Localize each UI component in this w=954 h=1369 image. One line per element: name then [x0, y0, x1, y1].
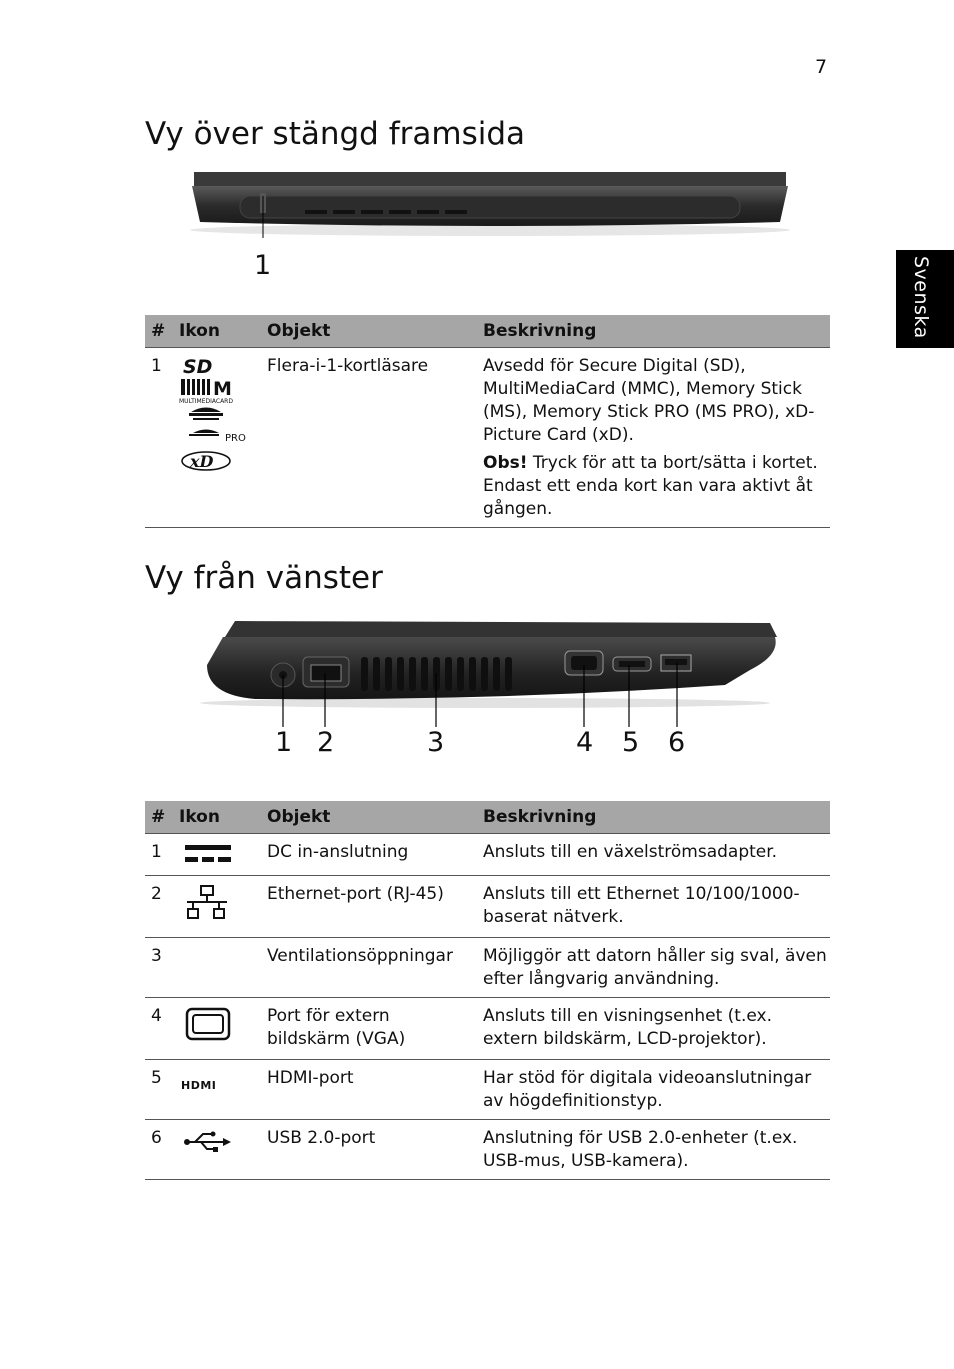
card-reader-description: Avsedd för Secure Digital (SD), MultiMediaCard (MMC), Memory Stick (MS), Memory Stick PRO (MS PRO), xD-Picture Card (xD). — [483, 356, 815, 445]
table-row: 1 SD M MULTIMEDIACARD PRO xD Flera-i-1-kortläsare Avsedd för Secure Digital (SD), MultiMediaCard (MMC), Memory Stick (MS), Memory Stick PRO (MS PRO), xD-Picture Card (xD). Obs! Tryck för att ta bort/sätta i kortet. Endast ett enda kort kan vara aktivt åt gången. — [145, 348, 830, 528]
callout-left-1: 1 — [275, 727, 293, 758]
table-header: # Ikon Objekt Beskrivning — [145, 315, 830, 348]
laptop-left-image — [195, 615, 795, 730]
svg-text:MULTIMEDIACARD: MULTIMEDIACARD — [179, 398, 233, 405]
table-row: 1 DC in-anslutning Ansluts till en växelströmsadapter. — [145, 834, 830, 876]
callout-left-2: 2 — [317, 727, 335, 758]
svg-text:HDMI: HDMI — [181, 1079, 217, 1092]
card-reader-logos-icon — [179, 355, 249, 473]
usb-icon — [179, 1127, 239, 1157]
laptop-front-image — [180, 166, 800, 238]
left-spec-table — [145, 801, 830, 1180]
svg-text:SD: SD — [183, 356, 213, 378]
table-row: 5 HDMI HDMI-port Har stöd för digitala videoanslutningar av högdefinitionstyp. — [145, 1060, 830, 1120]
language-tab: Svenska — [896, 250, 954, 348]
card-reader-note: Obs! Tryck för att ta bort/sätta i kortet. Endast ett enda kort kan vara aktivt åt gången. — [483, 453, 818, 519]
svg-text:M: M — [213, 378, 232, 400]
svg-text:PRO: PRO — [225, 433, 246, 444]
callout-left-6: 6 — [668, 727, 686, 758]
ethernet-icon — [179, 883, 239, 923]
table-row: 4 Port för extern bildskärm (VGA) Ansluts till en visningsenhet (t.ex. extern bildskärm, LCD-projektor). — [145, 998, 830, 1060]
front-spec-table — [145, 315, 830, 528]
table-row: 2 Ethernet-port (RJ-45) Ansluts till ett Ethernet 10/100/1000-baserat nätverk. — [145, 876, 830, 938]
svg-text:xD: xD — [190, 452, 214, 471]
callout-left-5: 5 — [622, 727, 640, 758]
table-row: 6 USB 2.0-port Anslutning för USB 2.0-enheter (t.ex. USB-mus, USB-kamera). — [145, 1120, 830, 1180]
vga-icon — [179, 1005, 239, 1043]
page-number: 7 — [815, 56, 828, 78]
section-title-front: Vy över stängd framsida — [145, 116, 526, 152]
table-header: # Ikon Objekt Beskrivning — [145, 801, 830, 834]
dc-in-icon — [179, 841, 239, 869]
callout-left-3: 3 — [427, 727, 445, 758]
table-row: 3 Ventilationsöppningar Möjliggör att datorn håller sig sval, även efter långvarig användning. — [145, 938, 830, 998]
hdmi-icon — [179, 1067, 239, 1097]
callout-left-4: 4 — [576, 727, 594, 758]
callout-front-1: 1 — [254, 250, 272, 281]
section-title-left: Vy från vänster — [145, 560, 383, 596]
